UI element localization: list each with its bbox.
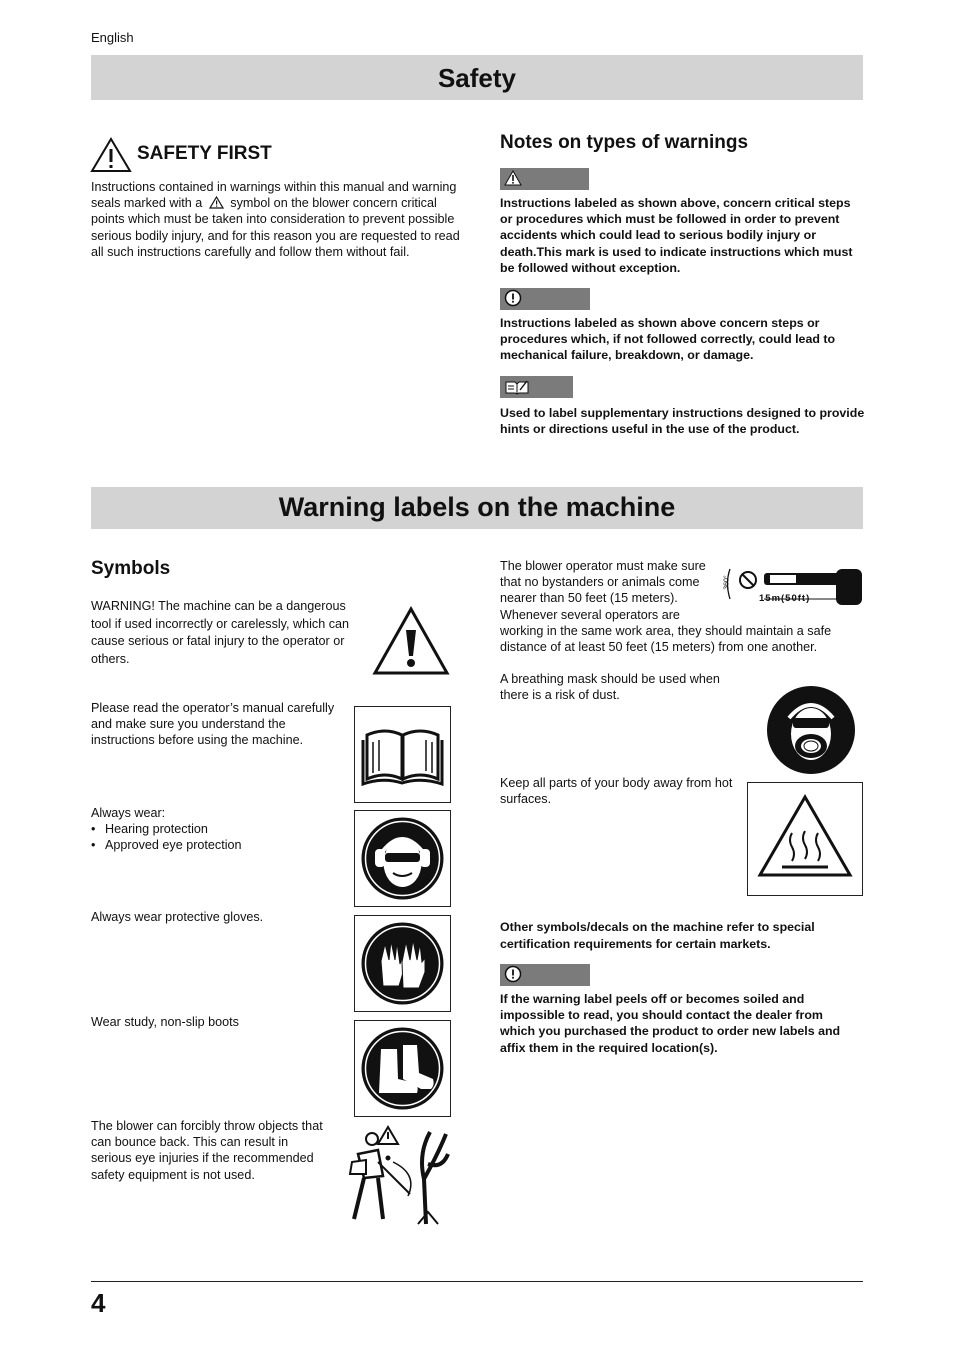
wear-item: • Hearing protection (91, 821, 341, 837)
caution-tag-2 (500, 964, 590, 986)
always-wear-block (91, 805, 341, 854)
operators-manual-icon (354, 706, 451, 803)
peel-text: If the warning label peels off or becomes soiled and impossible to read, you should contact the dealer from which you purchased the product to order new labels and affix them in the required location(s). (500, 992, 841, 1055)
note-notes-text: Used to label supplementary instructions designed to provide hints or directions useful in the use of the product. (500, 406, 865, 437)
distance-label: 15m(50ft) (759, 593, 811, 604)
boots-icon (354, 1020, 451, 1117)
safety-first-warning-icon (90, 137, 132, 178)
safety-title: Safety (91, 55, 863, 100)
safety-first-text-part1: Instructions contained in warnings within this manual and warning seals marked with a (91, 180, 457, 211)
manual-text: Please read the operator’s manual carefully and make sure you understand the instructions before using the machine. (91, 701, 335, 748)
warning-labels-title: Warning labels on the machine (91, 487, 863, 529)
gloves-icon (354, 915, 451, 1012)
always-wear-label: Always wear: (91, 806, 166, 820)
wear-item: • Approved eye protection (91, 837, 341, 853)
exclamation-circle-icon (504, 965, 522, 983)
language-label: English (91, 30, 134, 45)
book-note-icon (504, 378, 530, 396)
thrown-objects-text: The blower can forcibly throw objects that can bounce back. This can result in serious eye injuries if the recommended safety equipment is not used. (91, 1119, 323, 1182)
warning-symbol-text: WARNING! The machine can be a dangerous tool if used incorrectly or carelessly, which can cause serious or fatal injury to the operator or others. (91, 599, 350, 666)
mask-text: A breathing mask should be used when there is a risk of dust. (500, 672, 720, 703)
inline-warning-icon (209, 196, 224, 209)
caution-tag (500, 288, 590, 310)
warning-tag (500, 168, 589, 190)
safety-distance-icon (724, 563, 864, 613)
gloves-text: Always wear protective gloves. (91, 910, 264, 924)
warning-triangle-icon (504, 170, 522, 186)
safety-first-text-part2: symbol on the blower concern critical points which must be taken into consideration to prevent possible serious bodily injury, and for this reason you are requested to read all such instructions carefully and follow them without fail. (91, 196, 460, 259)
safety-first-text (91, 179, 461, 260)
boots-text: Wear study, non-slip boots (91, 1015, 239, 1029)
breathing-mask-icon (765, 684, 857, 781)
warning-symbol-icon (372, 606, 450, 681)
notes-heading: Notes on types of warnings (500, 132, 749, 153)
page-number: 4 (91, 1288, 106, 1318)
symbols-heading: Symbols (91, 558, 171, 579)
note-tag (500, 376, 573, 398)
ear-eye-protection-icon (354, 810, 451, 907)
warning-notes-text: Instructions labeled as shown above, concern critical steps or procedures which must be followed in order to prevent accidents which could lead to serious bodily injury or death.This mark is used to indicate instructions which must be followed without exception. (500, 196, 853, 275)
hot-surface-text: Keep all parts of your body away from hot surfaces. (500, 776, 733, 807)
distance-text-b: working in the same work area, they should maintain a safe distance of at least 50 feet (15 meters) from one another. (500, 624, 832, 655)
caution-notes-text: Instructions labeled as shown above concern steps or procedures which, if not followed correctly, could lead to mechanical failure, breakdown, or damage. (500, 316, 836, 363)
hot-surface-icon (747, 782, 863, 896)
other-symbols-text: Other symbols/decals on the machine refer to special certification requirements for certain markets. (500, 920, 815, 951)
exclamation-circle-icon (504, 289, 522, 307)
thrown-objects-icon (338, 1124, 453, 1231)
angle-label: 360° (723, 575, 731, 590)
footer-divider (91, 1281, 863, 1282)
safety-first-heading: SAFETY FIRST (137, 143, 272, 164)
distance-text-a: The blower operator must make sure that no bystanders or animals come nearer than 50 feet (15 meters). Whenever several operators are (500, 559, 706, 622)
